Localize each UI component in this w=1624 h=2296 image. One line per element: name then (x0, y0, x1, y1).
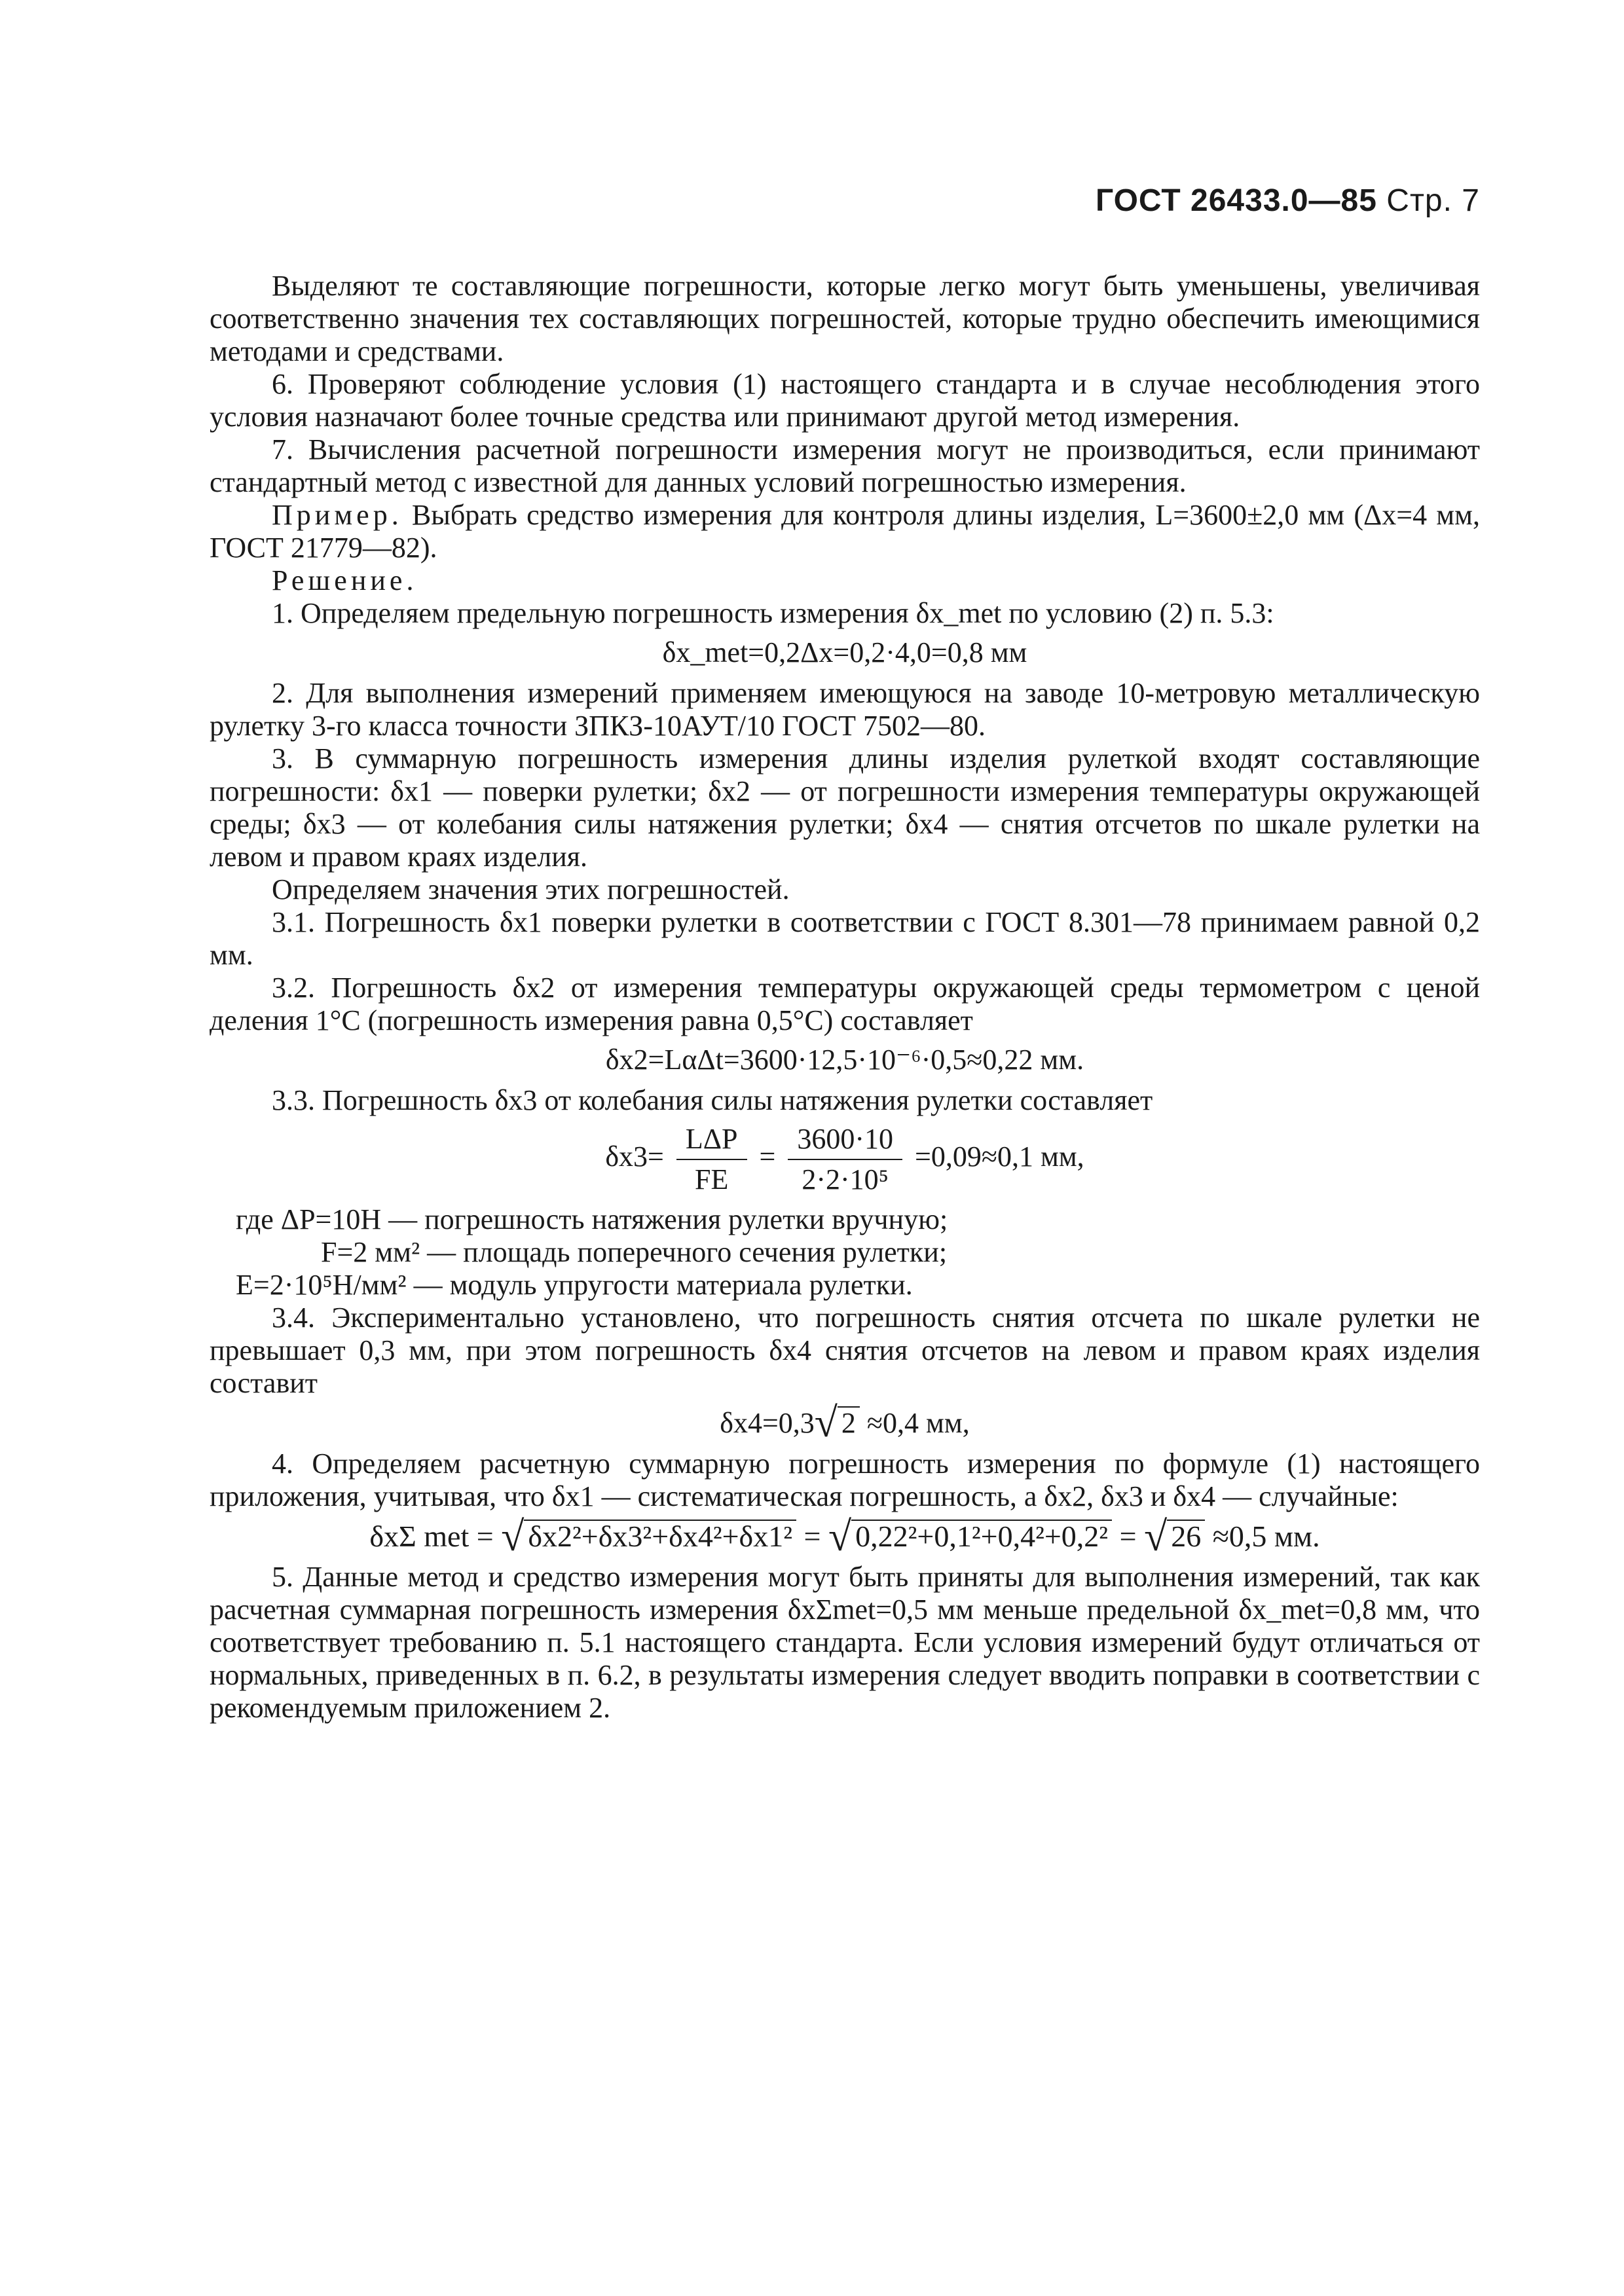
solution-label: Решение. (272, 564, 418, 596)
formula-total-rhs: ≈0,5 мм. (1212, 1520, 1320, 1553)
legend-line-2: F=2 мм² — площадь поперечного сечения рулетки; (321, 1236, 948, 1268)
formula-legend (236, 1203, 1480, 1302)
page-number: Стр. 7 (1386, 183, 1480, 218)
formula-tension-lhs: δx3= (605, 1140, 664, 1173)
paragraph-solution-1: 1. Определяем предельную погрешность измерения δx_met по условию (2) п. 5.3: (272, 597, 1274, 629)
radicand: 2 (838, 1406, 860, 1439)
fraction-numeric-denominator: 2·2·10⁵ (802, 1163, 889, 1195)
paragraph-intro: Выделяют те составляющие погрешности, которые легко могут быть уменьшены, увеличивая соответственно значения тех составляющих погрешностей, которые трудно обеспечить имеющимися методами и средствами. (210, 270, 1480, 367)
formula-reading-error (210, 1399, 1480, 1446)
standard-number: ГОСТ 26433.0—85 (1096, 183, 1377, 218)
paragraph-solution-2: 2. Для выполнения измерений применяем имеющуюся на заводе 10-метровую металлическую рулетку 3-го класса точности ЗПКЗ-10АУТ/10 ГОСТ 7502—80. (210, 677, 1480, 742)
radicand-numeric: 0,22²+0,1²+0,4²+0,2² (851, 1520, 1112, 1552)
example-label: Пример. (272, 499, 403, 531)
fraction-symbolic-denominator: FE (695, 1163, 729, 1195)
radical-sign-3: √ (1144, 1513, 1168, 1559)
paragraph-solution-5: 5. Данные метод и средство измерения могут быть приняты для выполнения измерений, так как расчетная суммарная погрешность измерения δxΣmet=0,5 мм меньше предельной δx_met=0,8 мм, что соответствует требованию п. 5.1 настоящего стандарта. Если условия измерений будут отличаться от нормальных, приведенных в п. 6.2, в результаты измерения следует вводить поправки в соответствии с рекомендуемым приложением 2. (210, 1561, 1480, 1724)
paragraph-solution-3-1: 3.1. Погрешность δx1 поверки рулетки в соответствии с ГОСТ 8.301—78 принимаем равной 0,2 мм. (210, 906, 1480, 971)
fraction-symbolic-numerator: LΔP (676, 1123, 747, 1160)
formula-tension-eq: = (759, 1140, 776, 1173)
formula-tension-rhs: =0,09≈0,1 мм, (915, 1140, 1084, 1173)
example-text: Выбрать средство измерения для контроля длины изделия, L=3600±2,0 мм (Δx=4 мм, ГОСТ 21779—82). (210, 499, 1480, 564)
formula-total-lhs: δxΣ met = (369, 1520, 494, 1553)
formula-reading-rhs: ≈0,4 мм, (866, 1407, 970, 1439)
paragraph-solution-3: 3. В суммарную погрешность измерения длины изделия рулеткой входят составляющие погрешности: δx1 — поверки рулетки; δx2 — от погрешности измерения температуры окружающей среды; δx3 — от колебания силы натяжения рулетки; δx4 — снятия отсчетов по шкале рулетки на левом и правом краях изделия. (210, 742, 1480, 873)
legend-line-3: E=2·10⁵Н/мм² — модуль упругости материала рулетки. (236, 1269, 913, 1301)
formula-tension-error (210, 1123, 1480, 1195)
formula-reading-lhs: δx4=0,3 (720, 1407, 815, 1439)
paragraph-step-7: 7. Вычисления расчетной погрешности измерения могут не производиться, если принимают стандартный метод с известной для данных условий погрешностью измерения. (210, 433, 1480, 498)
radicand-symbolic: δx2²+δx3²+δx4²+δx1² (524, 1520, 796, 1552)
radical-sign-2: √ (828, 1513, 852, 1559)
radicand-result: 26 (1167, 1520, 1205, 1552)
radical-sign: √ (814, 1399, 838, 1446)
document-body (210, 270, 1480, 1724)
formula-total-eq-1: = (803, 1520, 821, 1553)
paragraph-solution-label (210, 564, 1480, 597)
formula-temperature-error: δx2=LαΔt=3600·12,5·10⁻⁶·0,5≈0,22 мм. (605, 1044, 1084, 1076)
formula-limit-error: δx_met=0,2Δx=0,2·4,0=0,8 мм (662, 636, 1027, 668)
legend-line-1: где ΔP=10Н — погрешность натяжения рулетки вручную; (236, 1203, 948, 1235)
paragraph-solution-3-4: 3.4. Экспериментально установлено, что погрешность снятия отсчета по шкале рулетки не превышает 0,3 мм, при этом погрешность δx4 снятия отсчетов на левом и правом краях изделия составит (210, 1302, 1480, 1399)
paragraph-solution-4: 4. Определяем расчетную суммарную погрешность измерения по формуле (1) настоящего приложения, учитывая, что δx1 — систематическая погрешность, а δx2, δx3 и δx4 — случайные: (210, 1448, 1480, 1512)
fraction-numeric (788, 1123, 902, 1195)
radical-sign-1: √ (501, 1513, 525, 1559)
paragraph-solution-3-2: 3.2. Погрешность δx2 от измерения температуры окружающей среды термометром с ценой деления 1°С (погрешность измерения равна 0,5°С) составляет (210, 972, 1480, 1036)
paragraph-solution-3-note: Определяем значения этих погрешностей. (272, 873, 790, 905)
paragraph-example (210, 499, 1480, 564)
fraction-symbolic (676, 1123, 747, 1195)
formula-total-error (210, 1513, 1480, 1559)
formula-total-eq-2: = (1119, 1520, 1137, 1553)
paragraph-solution-3-3: 3.3. Погрешность δx3 от колебания силы натяжения рулетки составляет (272, 1084, 1153, 1116)
page-header (1096, 185, 1480, 217)
paragraph-step-6: 6. Проверяют соблюдение условия (1) настоящего стандарта и в случае несоблюдения этого условия назначают более точные средства или принимают другой метод измерения. (210, 368, 1480, 433)
fraction-numeric-numerator: 3600·10 (788, 1123, 902, 1160)
